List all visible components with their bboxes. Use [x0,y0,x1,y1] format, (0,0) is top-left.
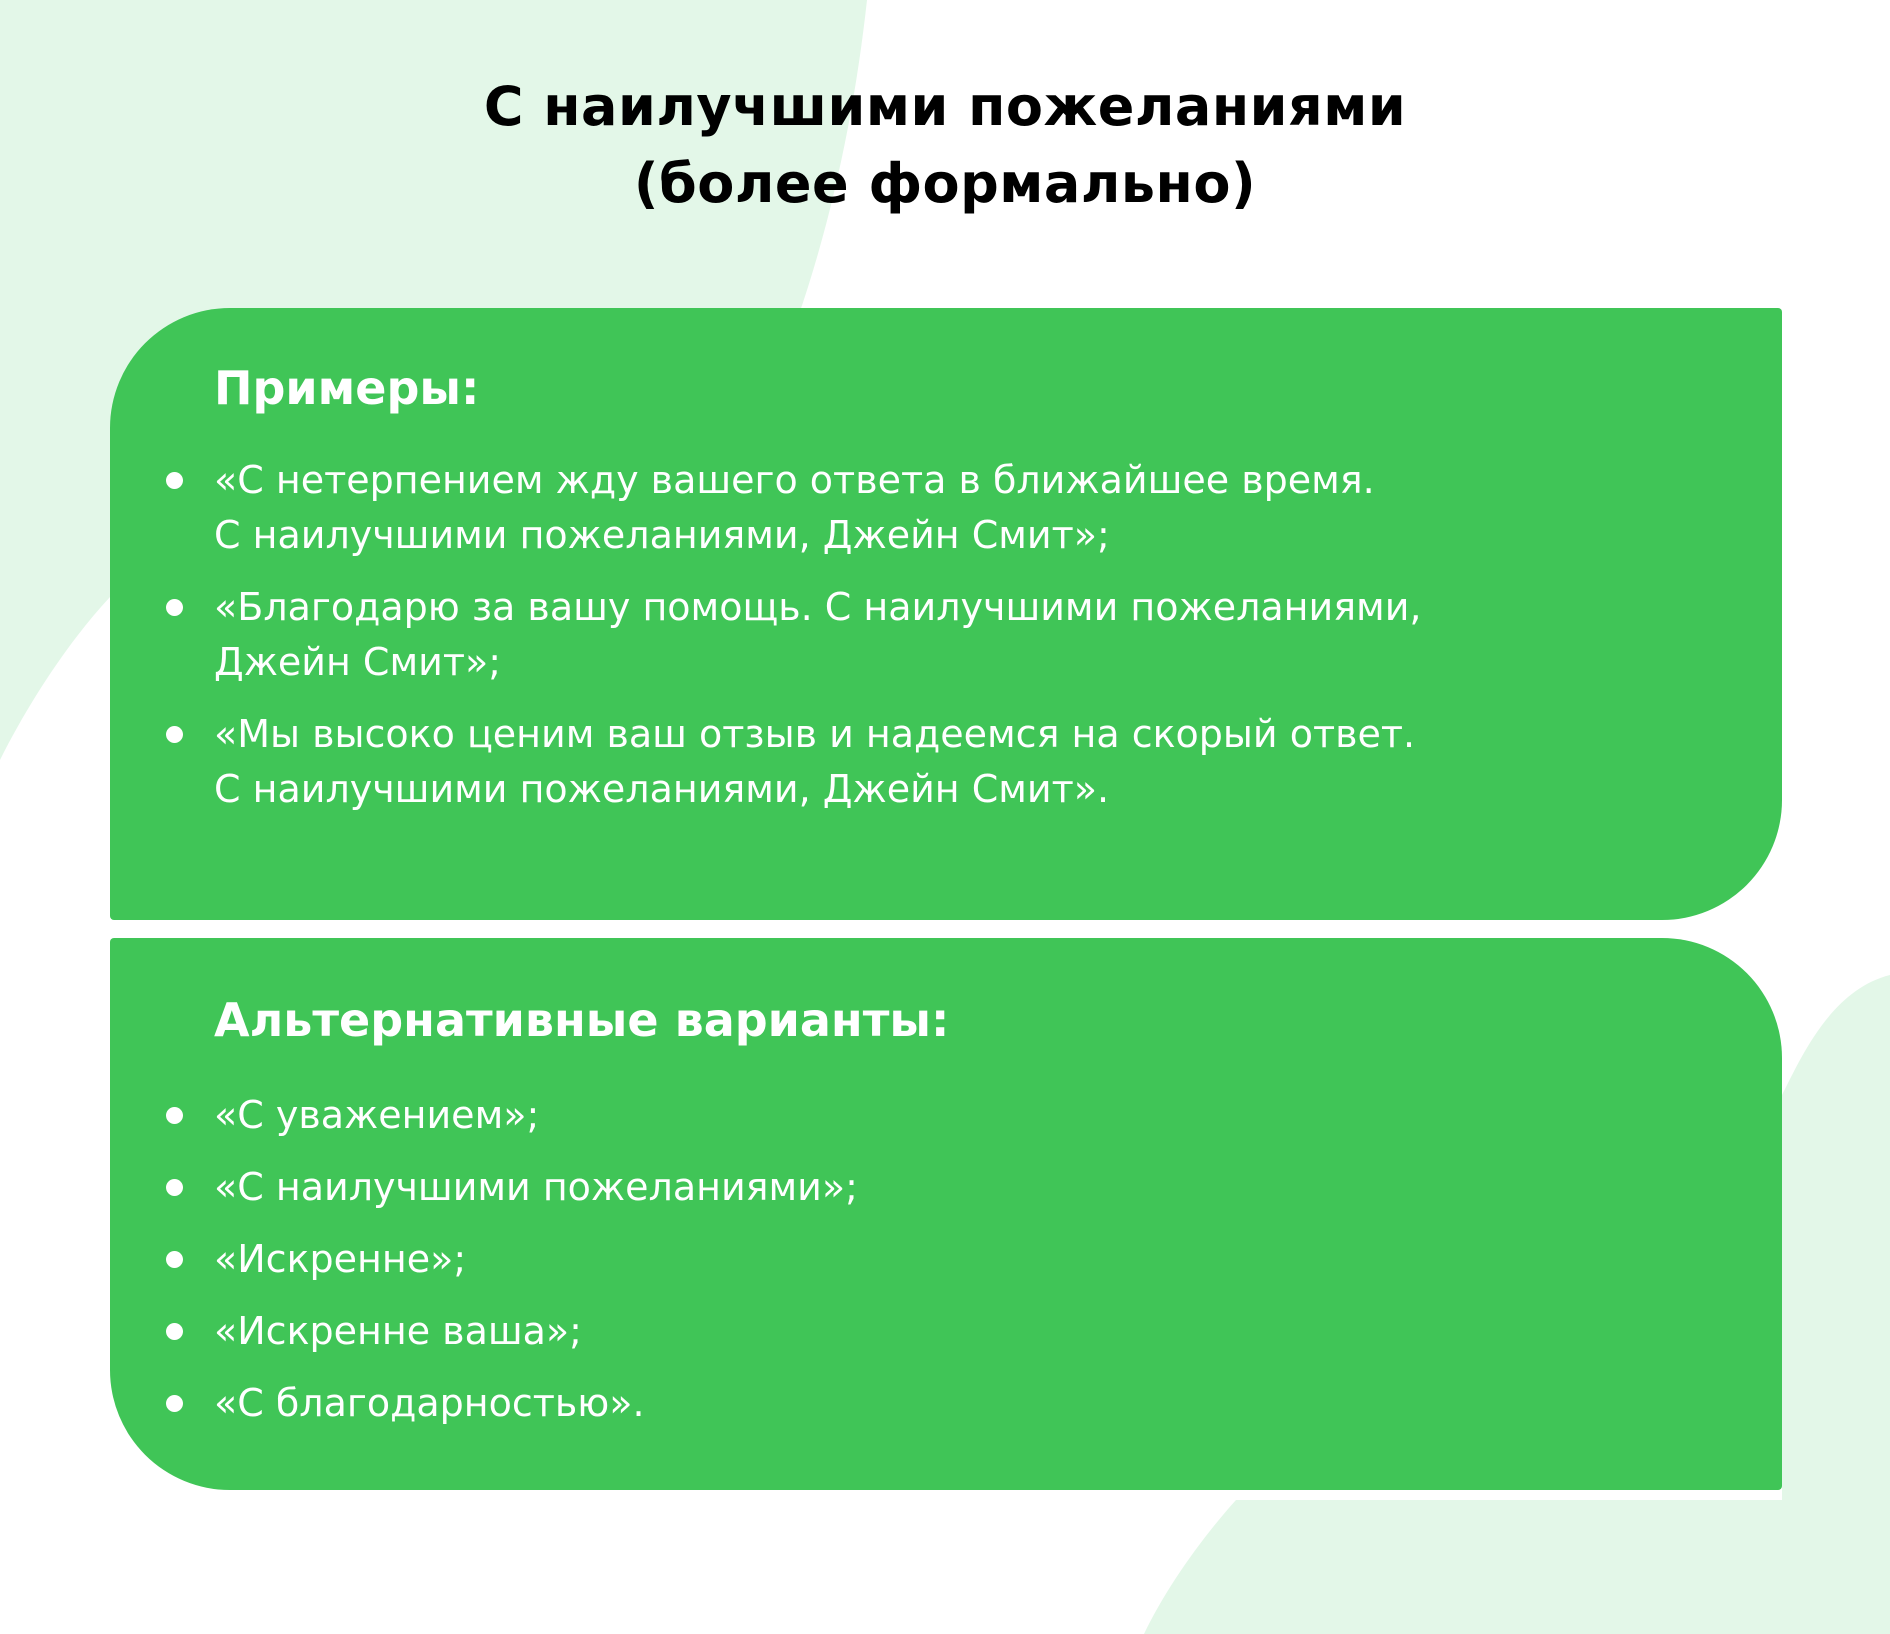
alternatives-card [110,938,1782,1490]
list-item [110,707,1782,817]
examples-card [110,308,1782,920]
title-line-1: С наилучшими пожеланиями [483,75,1407,138]
item-line: «С благодарностью». [214,1381,645,1425]
item-line: С наилучшими пожеланиями, Джейн Смит». [214,767,1110,811]
list-item [110,1232,1782,1287]
list-item [110,1160,1782,1215]
item-line: «С наилучшими пожеланиями»; [214,1165,858,1209]
list-item [110,580,1782,690]
item-line: «Благодарю за вашу помощь. С наилучшими пожеланиями, [214,585,1422,629]
list-item [110,1088,1782,1143]
bullet-icon [166,1179,183,1196]
item-line: «С нетерпением жду вашего ответа в ближайшее время. [214,458,1375,502]
bullet-icon [166,1395,183,1412]
list-item [110,453,1782,563]
examples-heading: Примеры: [214,361,480,415]
alternatives-heading: Альтернативные варианты: [214,993,950,1047]
list-item [110,1304,1782,1359]
examples-list [110,453,1782,834]
item-line: С наилучшими пожеланиями, Джейн Смит»; [214,513,1110,557]
bullet-icon [166,1107,183,1124]
item-line: «Искренне»; [214,1237,467,1281]
bullet-icon [166,1251,183,1268]
list-item [110,1376,1782,1431]
bullet-icon [166,1323,183,1340]
bullet-icon [166,726,183,743]
item-line: Джейн Смит»; [214,640,502,684]
bullet-icon [166,599,183,616]
title-line-2: (более формально) [633,152,1257,215]
item-line: «С уважением»; [214,1093,540,1137]
item-line: «Мы высоко ценим ваш отзыв и надеемся на скорый ответ. [214,712,1416,756]
item-line: «Искренне ваша»; [214,1309,582,1353]
bullet-icon [166,472,183,489]
alternatives-list [110,1088,1782,1448]
page-title [0,68,1890,222]
